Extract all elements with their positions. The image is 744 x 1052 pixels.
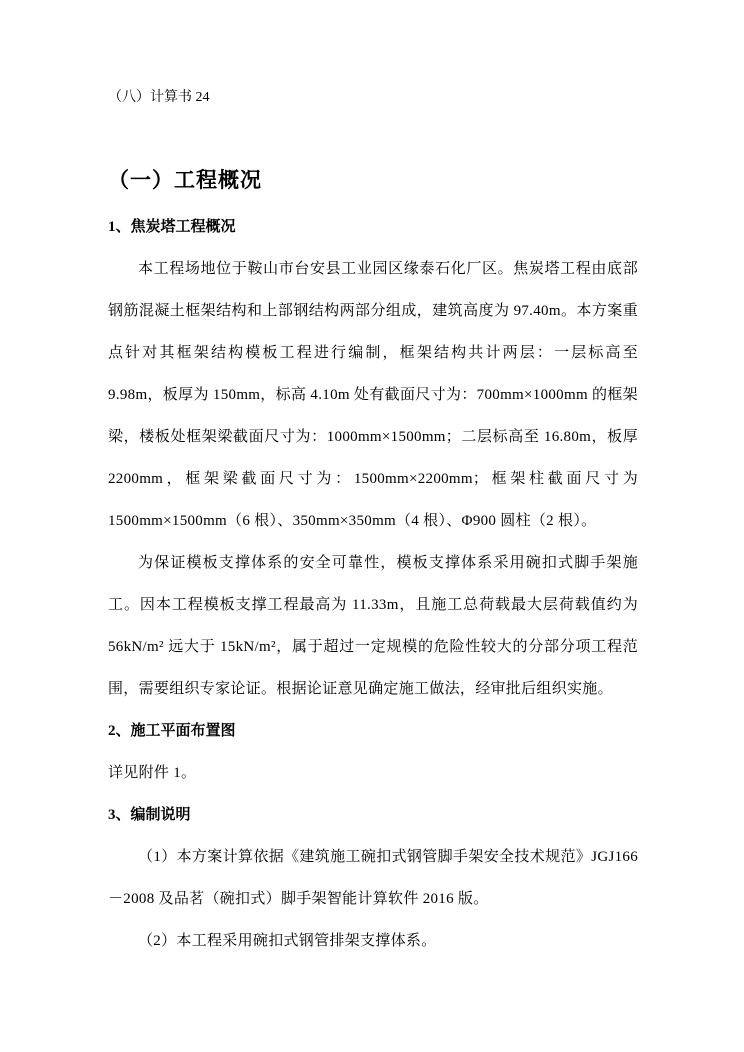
section-heading-compilation-notes: 3、编制说明 xyxy=(108,807,191,823)
section-heading-site-plan: 2、施工平面布置图 xyxy=(108,723,236,739)
section-heading-overview: 1、焦炭塔工程概况 xyxy=(108,219,236,235)
paragraph-formwork-support: 为保证模板支撑体系的安全可靠性，模板支撑体系采用碗扣式脚手架施工。因本工程模板支撑工程最高为 11.33m，且施工总荷载最大层荷载值约为 56kN/m² 远大于 15kN/m²，属于超过一定规模的危险性较大的分部分项工程范围，需要组织专家论证。根据论证意见确定施工做法，经审批后组织实施。 xyxy=(108,555,638,697)
toc-entry-calc-book: （八）计算书 24 xyxy=(108,90,210,105)
paragraph-project-location: 本工程场地位于鞍山市台安县工业园区缘泰石化厂区。焦炭塔工程由底部钢筋混凝土框架结构和上部钢结构两部分组成，建筑高度为 97.40m。本方案重点针对其框架结构模板工程进行编制，框架结构共计两层：一层标高至 9.98m，板厚为 150mm，标高 4.10m 处有截面尺寸为：700mm×1000mm 的框架梁，楼板处框架梁截面尺寸为：1000mm×1500mm；二层标高至 16.80m，板厚 2200mm，框架梁截面尺寸为：1500mm×2200mm；框架柱截面尺寸为 1500mm×1500mm（6 根）、350mm×350mm（4 根）、Φ900 圆柱（2 根）。 xyxy=(108,261,638,529)
paragraph-calculation-basis: （1）本方案计算依据《建筑施工碗扣式钢管脚手架安全技术规范》JGJ166－2008 及品茗（碗扣式）脚手架智能计算软件 2016 版。 xyxy=(108,849,638,907)
paragraph-see-attachment: 详见附件 1。 xyxy=(108,765,197,781)
chapter-title: （一）工程概况 xyxy=(108,168,262,192)
paragraph-support-system: （2）本工程采用碗扣式钢管排架支撑体系。 xyxy=(138,933,437,949)
